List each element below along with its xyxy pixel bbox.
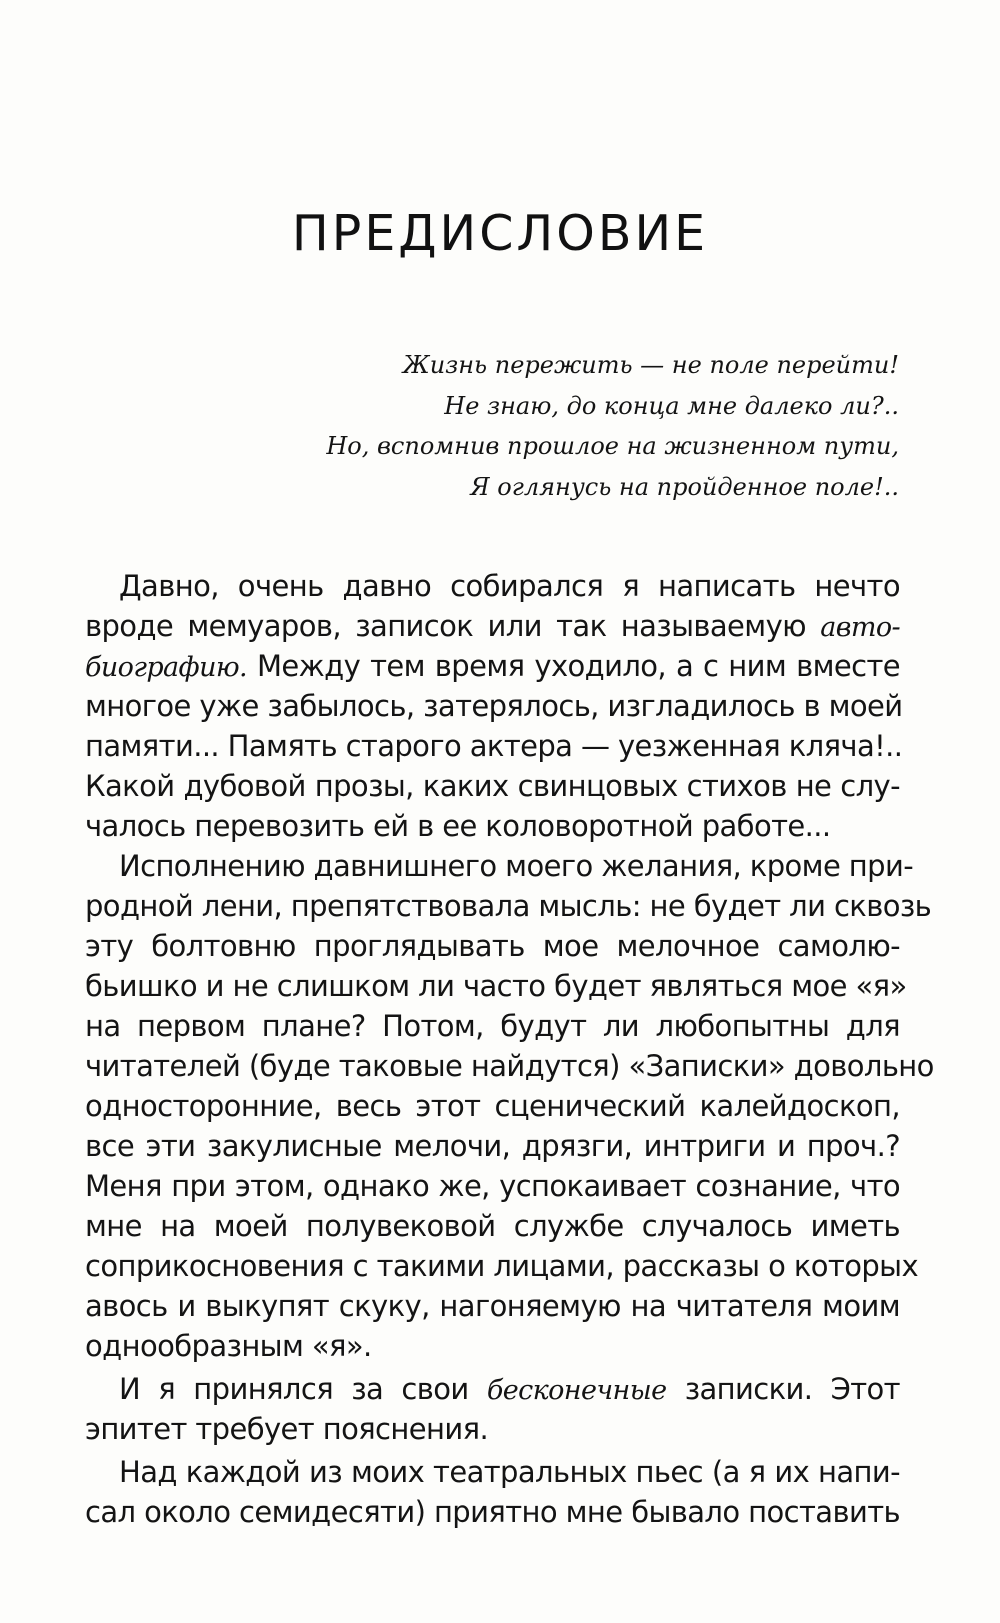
text-line: Какой дубовой прозы, каких свинцовых стихов не слу- [85,769,900,803]
epigraph-line: Я оглянусь на пройденное поле!.. [470,472,899,501]
text-line [85,606,900,646]
text-line: однообразным «я». [85,1329,372,1363]
text-line: Давно, очень давно собирался я написать нечто [119,569,900,603]
text-line: все эти закулисные мелочи, дрязги, интриги и проч.? [85,1129,900,1163]
epigraph-line: Не знаю, до конца мне далеко ли?.. [444,391,899,420]
italic-text: авто- [820,612,900,643]
text-run: записки. Этот [684,1372,900,1406]
epigraph [259,345,899,507]
text-line: Исполнению давнишнего моего желания, кроме при- [119,849,914,883]
text-line: мне на моей полувековой службе случалось иметь [85,1209,900,1243]
text-line: на первом плане? Потом, будут ли любопытны для [85,1009,900,1043]
text-line: Над каждой из моих театральных пьес (а я их напи- [119,1455,900,1489]
text-line [85,646,900,686]
text-line: соприкосновения с такими лицами, рассказы о которых [85,1249,919,1283]
epigraph-line: Жизнь пережить — не поле перейти! [402,351,899,379]
italic-text: бесконечные [486,1375,667,1406]
text-line: бьишко и не слишком ли часто будет являться мое «я» [85,969,907,1003]
text-line: односторонние, весь этот сценический калейдоскоп, [85,1089,900,1123]
text-run: Между тем время уходило, а с ним вместе [256,649,900,683]
text-line: родной лени, препятствовала мысль: не будет ли сквозь [85,889,932,923]
text-line: многое уже забылось, затерялось, изгладилось в моей [85,689,903,723]
text-line: эту болтовню проглядывать мое мелочное самолю- [85,929,900,963]
text-line: сал около семидесяти) приятно мне бывало поставить [85,1495,900,1529]
text-run: вроде мемуаров, записок или так называемую [85,609,806,643]
text-line: Меня при этом, однако же, успокаивает сознание, что [85,1169,900,1203]
chapter-title: ПРЕДИСЛОВИЕ [291,205,709,262]
epigraph-line: Но, вспомнив прошлое на жизненном пути, [326,432,899,460]
text-line: памяти... Память старого актера — уезженная кляча!.. [85,729,903,763]
body-text [85,566,934,1532]
text-line: чалось перевозить ей в ее коловоротной работе... [85,809,831,843]
text-run: И я принялся за свои [119,1372,469,1406]
text-line: авось и выкупят скуку, нагоняемую на читателя моим [85,1289,900,1323]
text-line [85,1369,900,1409]
italic-text: биографию. [85,652,248,683]
text-line: читателей (буде таковые найдутся) «Записки» довольно [85,1049,934,1083]
text-line: эпитет требует пояснения. [85,1412,489,1446]
